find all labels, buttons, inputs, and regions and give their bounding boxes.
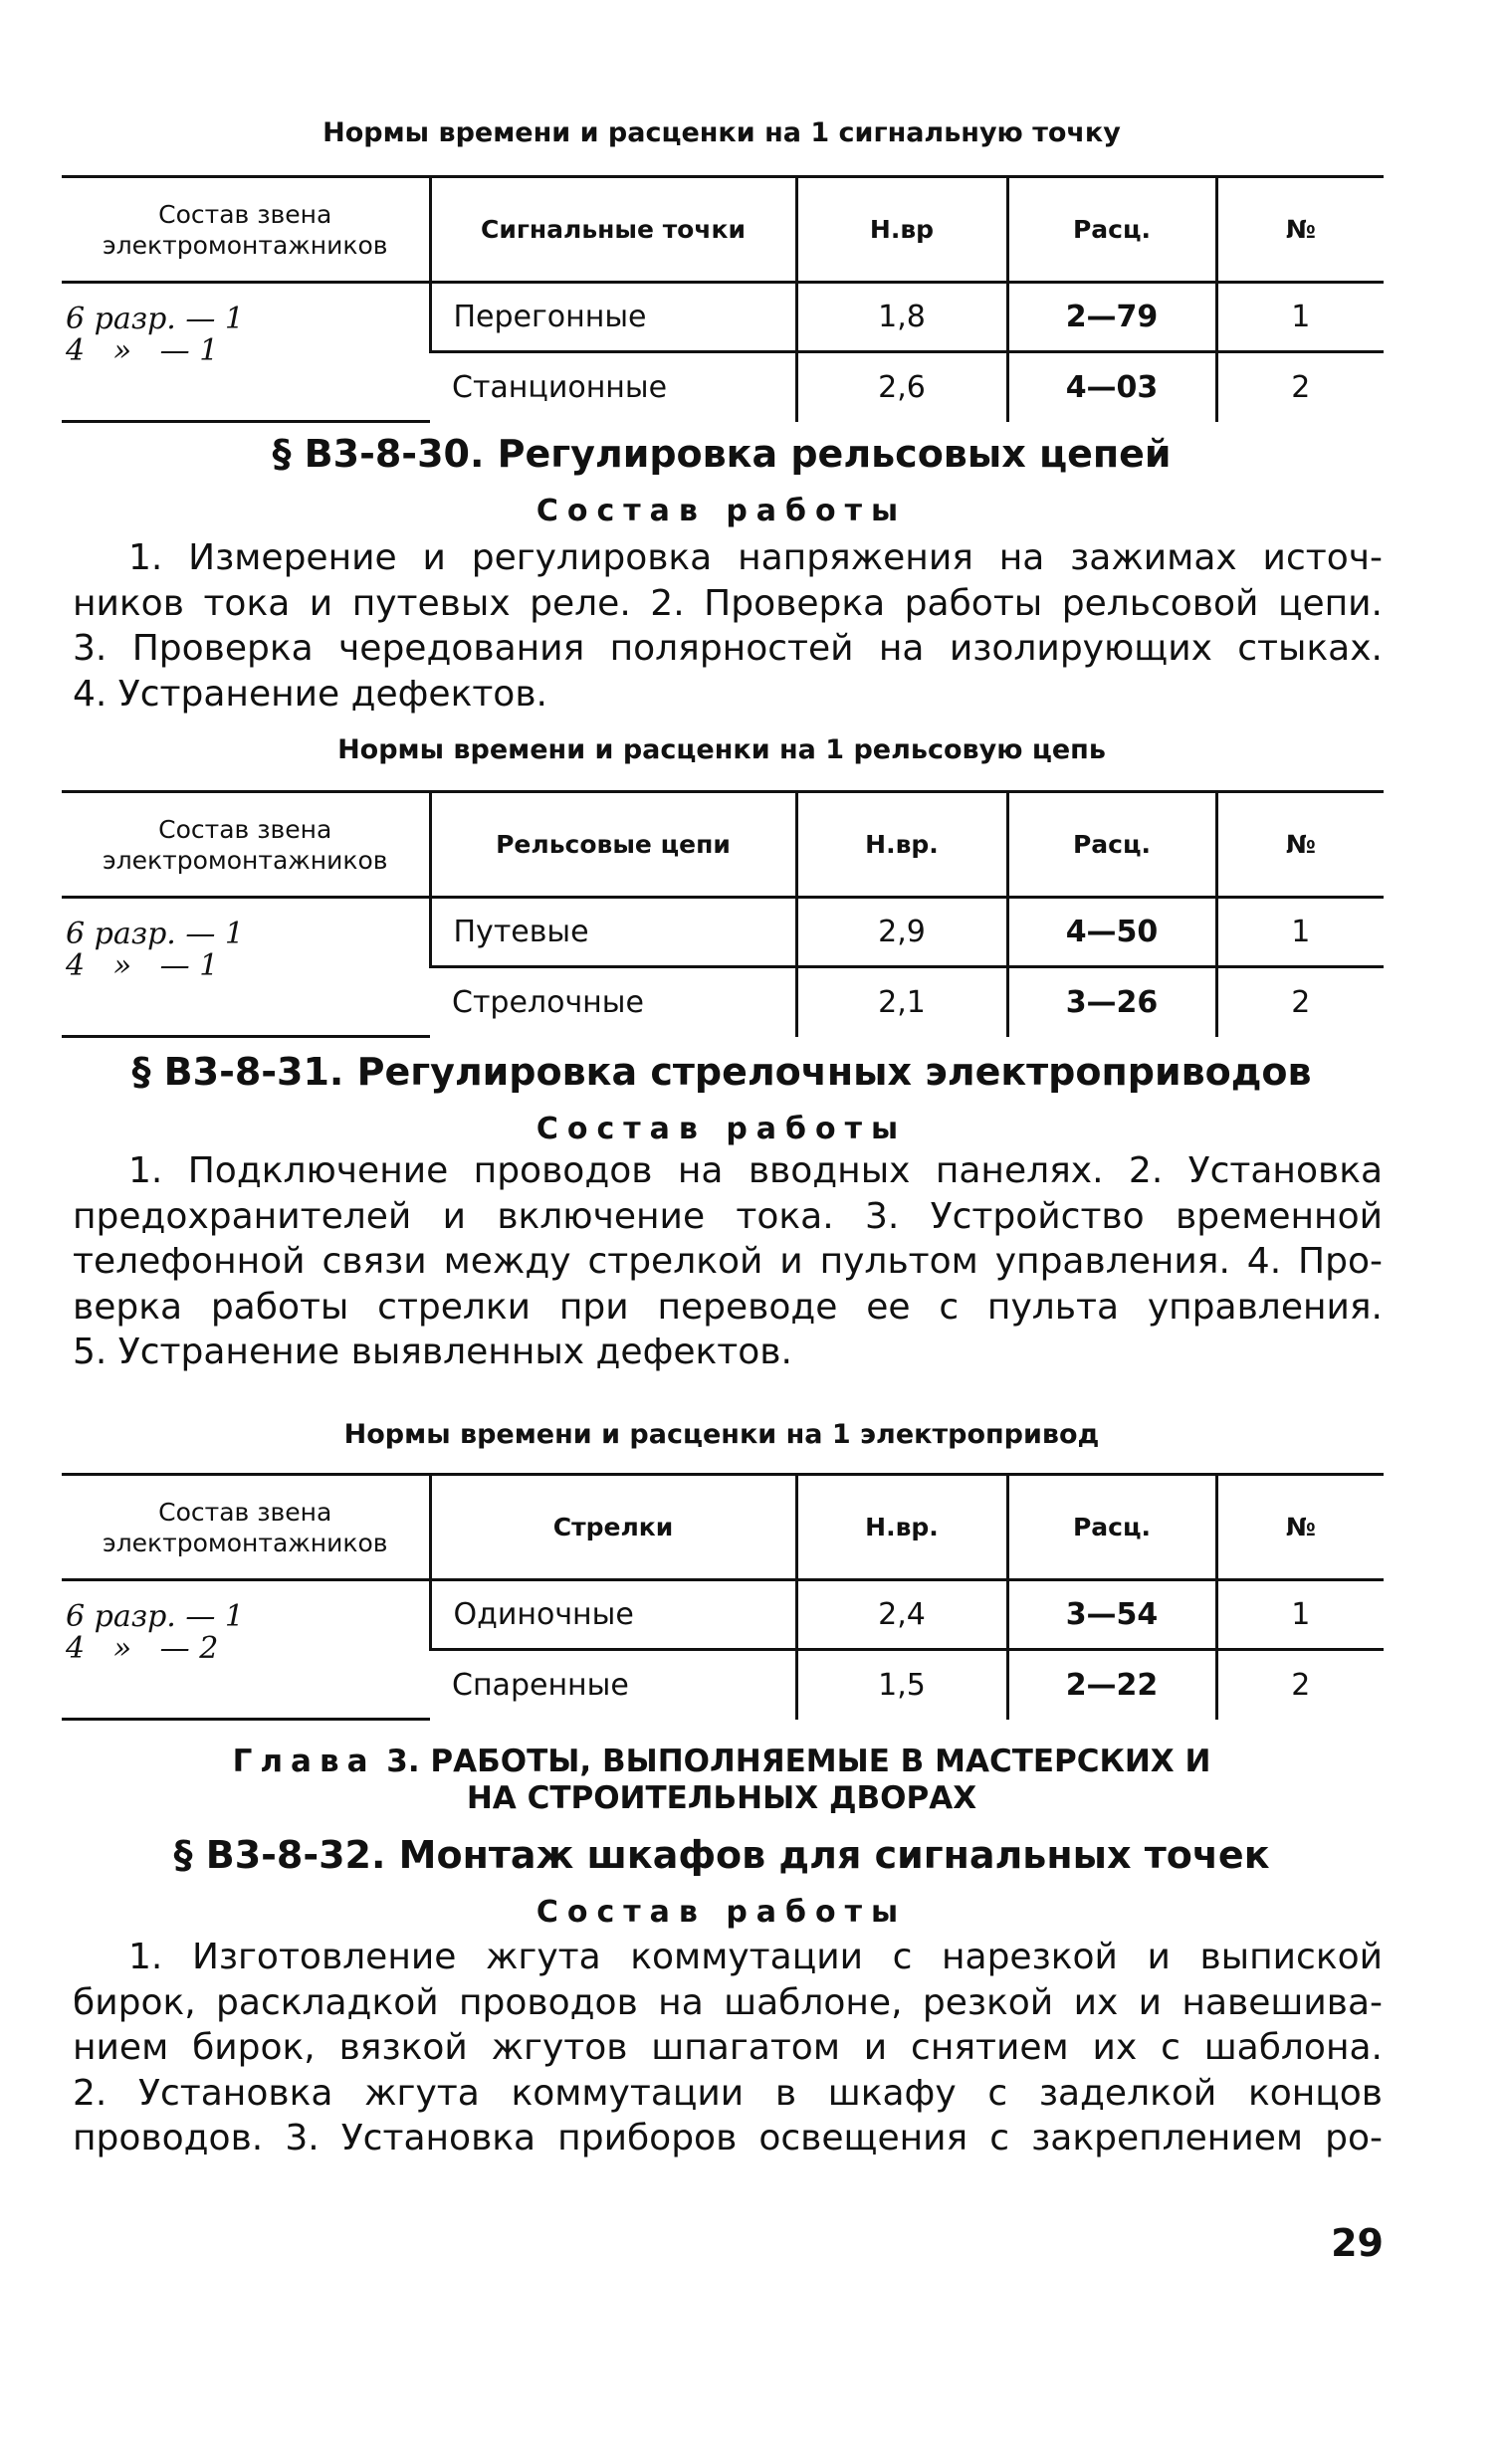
text-line: бирок, раскладкой проводов на шаблоне, резкой их и навешива-: [73, 1981, 1383, 2023]
table3: [62, 1473, 1384, 1721]
text-line: 5. Устранение выявленных дефектов.: [73, 1332, 792, 1372]
text-line: 2. Установка жгута коммутации в шкафу с заделкой концов: [73, 2072, 1383, 2114]
row-price: 4—50: [1007, 898, 1216, 967]
text-line: 1. Измерение и регулировка напряжения на зажимах источ-: [128, 537, 1383, 578]
page-number: 29: [1331, 2221, 1384, 2265]
text-line: проводов. 3. Установка приборов освещения с закреплением ро-: [73, 2118, 1383, 2158]
row-price: 3—54: [1007, 1580, 1216, 1650]
row-time: 1,5: [796, 1650, 1007, 1720]
text-line: предохранителей и включение тока. 3. Устройство временной: [73, 1195, 1383, 1237]
text-line: 1. Подключение проводов на вводных панелях. 2. Установка: [128, 1150, 1383, 1191]
text-line: телефонной связи между стрелкой и пультом управления. 4. Про-: [73, 1241, 1383, 1282]
section32-text: [73, 1935, 1383, 2161]
table1-header-crew: Состав звена электромонтажников: [62, 177, 430, 283]
table3-header-no: №: [1216, 1475, 1384, 1580]
table3-header-time: Н.вр.: [796, 1475, 1007, 1580]
row-time: 2,1: [796, 967, 1007, 1037]
table1-caption: Нормы времени и расценки на 1 сигнальную точку: [322, 117, 1121, 148]
row-no: 1: [1216, 283, 1384, 352]
chapter-label: Глава: [232, 1744, 376, 1779]
row-price: 2—79: [1007, 283, 1216, 352]
text-line: ников тока и путевых реле. 2. Проверка работы рельсовой цепи.: [73, 582, 1383, 624]
section31-text: [73, 1148, 1383, 1375]
table3-header-price: Расц.: [1007, 1475, 1216, 1580]
row-price: 2—22: [1007, 1650, 1216, 1720]
crew-line: 6 разр. — 1: [66, 302, 244, 336]
table1-header-points: Сигнальные точки: [430, 177, 796, 283]
row-time: 2,4: [796, 1580, 1007, 1650]
text-line: нием бирок, вязкой жгутов шпагатом и снятием их с шаблона.: [73, 2027, 1383, 2068]
crew-line: 4 » — 2: [66, 1631, 219, 1666]
row-time: 2,6: [796, 352, 1007, 422]
section30-text: [73, 535, 1383, 717]
table2-crew-cell: [62, 898, 430, 1037]
table2-header-time: Н.вр.: [796, 792, 1007, 898]
crew-line: 6 разр. — 1: [66, 917, 244, 951]
table3-crew-cell: [62, 1580, 430, 1720]
table1: [62, 175, 1384, 423]
table2-caption: Нормы времени и расценки на 1 рельсовую цепь: [337, 734, 1106, 765]
row-price: 4—03: [1007, 352, 1216, 422]
section32-subheading: Состав работы: [536, 1895, 908, 1930]
row-no: 2: [1216, 1650, 1384, 1720]
text-line: 3. Проверка чередования полярностей на изолирующих стыках.: [73, 628, 1383, 669]
text-line: 1. Изготовление жгута коммутации с нарезкой и выпиской: [128, 1937, 1383, 1977]
table-row: [62, 1580, 1384, 1650]
row-no: 1: [1216, 898, 1384, 967]
row-name: Перегонные: [430, 283, 796, 352]
section32-heading: § В3-8-32. Монтаж шкафов для сигнальных точек: [173, 1833, 1270, 1877]
row-name: Спаренные: [452, 1667, 629, 1703]
table3-header-switches: Стрелки: [430, 1475, 796, 1580]
crew-line: 6 разр. — 1: [66, 1599, 244, 1634]
row-name: Путевые: [430, 898, 796, 967]
section31-subheading: Состав работы: [536, 1112, 908, 1146]
table1-header-time: Н.вр: [796, 177, 1007, 283]
table-row: [62, 898, 1384, 967]
section31-heading: § В3-8-31. Регулировка стрелочных электроприводов: [131, 1050, 1312, 1094]
row-time: 2,9: [796, 898, 1007, 967]
row-no: 2: [1216, 967, 1384, 1037]
table3-caption: Нормы времени и расценки на 1 электропривод: [343, 1419, 1100, 1450]
table2-header-price: Расц.: [1007, 792, 1216, 898]
table2-header-no: №: [1216, 792, 1384, 898]
chapter-title-line2: НА СТРОИТЕЛЬНЫХ ДВОРАХ: [466, 1780, 977, 1816]
row-no: 1: [1216, 1580, 1384, 1650]
row-name: Станционные: [452, 369, 668, 405]
table2: [62, 790, 1384, 1038]
section30-heading: § В3-8-30. Регулировка рельсовых цепей: [272, 432, 1172, 476]
table2-header-crew: Состав звена электромонтажников: [62, 792, 430, 898]
row-no: 2: [1216, 352, 1384, 422]
crew-line: 4 » — 1: [66, 333, 219, 368]
row-name: Одиночные: [430, 1580, 796, 1650]
table1-header-price: Расц.: [1007, 177, 1216, 283]
row-name: Стрелочные: [452, 984, 644, 1020]
chapter-title-line1: 3. РАБОТЫ, ВЫПОЛНЯЕМЫЕ В МАСТЕРСКИХ И: [386, 1744, 1211, 1779]
crew-line: 4 » — 1: [66, 948, 219, 983]
text-line: верка работы стрелки при переводе ее с пульта управления.: [73, 1286, 1383, 1328]
table1-crew-cell: [62, 283, 430, 422]
chapter-title: [60, 1744, 1384, 1817]
row-price: 3—26: [1007, 967, 1216, 1037]
section30-subheading: Состав работы: [536, 494, 908, 528]
text-line: 4. Устранение дефектов.: [73, 673, 547, 715]
row-time: 1,8: [796, 283, 1007, 352]
table1-header-no: №: [1216, 177, 1384, 283]
table2-header-circuits: Рельсовые цепи: [430, 792, 796, 898]
table-row: [62, 283, 1384, 352]
table3-header-crew: Состав звена электромонтажников: [62, 1475, 430, 1580]
